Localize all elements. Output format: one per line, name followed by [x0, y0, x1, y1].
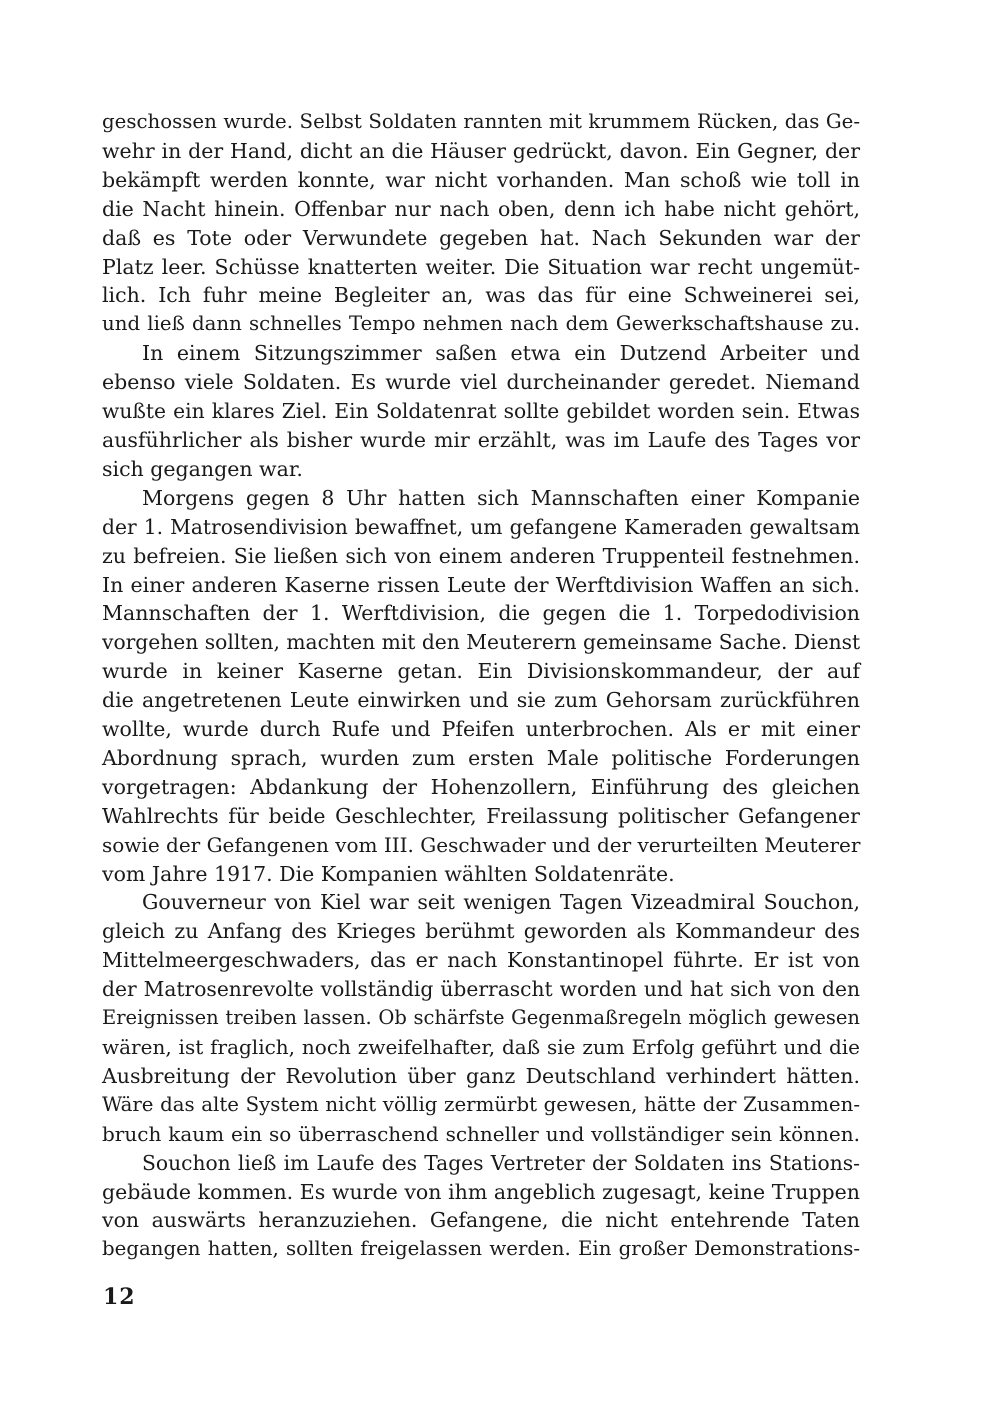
text-line: daß es Tote oder Verwundete gegeben hat. Nach Sekunden war der	[102, 225, 860, 250]
text-line: und ließ dann schnelles Tempo nehmen nach dem Gewerkschaftshause zu.	[102, 312, 860, 336]
text-line: die angetretenen Leute einwirken und sie zum Gehorsam zurückführen	[102, 688, 860, 713]
text-line: von auswärts heranzuziehen. Gefangene, die nicht entehrende Taten	[102, 1208, 860, 1233]
text-line: ebenso viele Soldaten. Es wurde viel durcheinander geredet. Niemand	[102, 370, 860, 395]
paragraph-start-line: In einem Sitzungszimmer saßen etwa ein Dutzend Arbeiter und	[142, 341, 860, 366]
text-line: wurde in keiner Kaserne getan. Ein Divisionskommandeur, der auf	[102, 659, 860, 684]
text-line: begangen hatten, sollten freigelassen werden. Ein großer Demonstrations-	[102, 1237, 860, 1261]
text-line: Abordnung sprach, wurden zum ersten Male politische Forderungen	[102, 745, 860, 770]
text-line: wollte, wurde durch Rufe und Pfeifen unterbrochen. Als er mit einer	[102, 717, 860, 742]
paragraph-start-line: Gouverneur von Kiel war seit wenigen Tagen Vizeadmiral Souchon,	[142, 890, 860, 915]
text-line: vorgehen sollten, machten mit den Meuterern gemeinsame Sache. Dienst	[102, 630, 861, 655]
text-line: sowie der Gefangenen vom III. Geschwader und der verurteilten Meuterer	[102, 832, 861, 857]
text-line: Wahlrechts für beide Geschlechter, Freilassung politischer Gefangener	[102, 803, 860, 828]
page-number: 12	[103, 1284, 136, 1310]
paragraph-end-line: sich gegangen war.	[102, 456, 303, 481]
text-line: der Matrosenrevolte vollständig überrascht worden und hat sich von den	[102, 977, 860, 1002]
text-line: bruch kaum ein so überraschend schneller und vollständiger sein können.	[102, 1121, 860, 1146]
text-line: Mittelmeergeschwaders, das er nach Konstantinopel führte. Er ist von	[102, 948, 860, 973]
text-line: Ereignissen treiben lassen. Ob schärfste Gegenmaßregeln möglich gewesen	[102, 1006, 860, 1030]
paragraph-start-line: Morgens gegen 8 Uhr hatten sich Mannschaften einer Kompanie	[142, 485, 860, 510]
text-line: wären, ist fraglich, noch zweifelhafter, daß sie zum Erfolg geführt und die	[102, 1035, 860, 1059]
text-line: der 1. Matrosendivision bewaffnet, um gefangene Kameraden gewaltsam	[102, 514, 860, 539]
text-line: die Nacht hinein. Offenbar nur nach oben, denn ich habe nicht gehört,	[102, 196, 860, 221]
text-line: Platz leer. Schüsse knatterten weiter. Die Situation war recht ungemüt-	[102, 254, 860, 279]
text-line: Ausbreitung der Revolution über ganz Deutschland verhindert hätten.	[102, 1063, 860, 1088]
text-line: wehr in der Hand, dicht an die Häuser gedrückt, davon. Ein Gegner, der	[102, 138, 860, 163]
paragraph-start-line: Souchon ließ im Laufe des Tages Vertreter der Soldaten ins Stations-	[142, 1150, 860, 1175]
text-line: lich. Ich fuhr meine Begleiter an, was das für eine Schweinerei sei,	[102, 283, 860, 308]
text-line: zu befreien. Sie ließen sich von einem anderen Truppenteil festnehmen.	[102, 543, 860, 568]
text-line: bekämpft werden konnte, war nicht vorhanden. Man schoß wie toll in	[102, 167, 860, 192]
text-line: geschossen wurde. Selbst Soldaten rannten mit krummem Rücken, das Ge-	[102, 110, 860, 133]
text-line: Mannschaften der 1. Werftdivision, die gegen die 1. Torpedodivision	[102, 601, 860, 626]
text-line: ausführlicher als bisher wurde mir erzählt, was im Laufe des Tages vor	[102, 427, 860, 452]
paragraph-end-line: vom Jahre 1917. Die Kompanien wählten Soldatenräte.	[102, 861, 675, 886]
text-line: gleich zu Anfang des Krieges berühmt geworden als Kommandeur des	[102, 919, 860, 944]
text-line: gebäude kommen. Es wurde von ihm angeblich zugesagt, keine Truppen	[102, 1179, 860, 1204]
body-text	[102, 108, 860, 1264]
text-line: In einer anderen Kaserne rissen Leute der Werftdivision Waffen an sich.	[102, 572, 860, 597]
text-line: vorgetragen: Abdankung der Hohenzollern, Einführung des gleichen	[102, 774, 860, 799]
text-line: wußte ein klares Ziel. Ein Soldatenrat sollte gebildet worden sein. Etwas	[102, 399, 860, 424]
text-line: Wäre das alte System nicht völlig zermürbt gewesen, hätte der Zusammen-	[102, 1092, 860, 1116]
